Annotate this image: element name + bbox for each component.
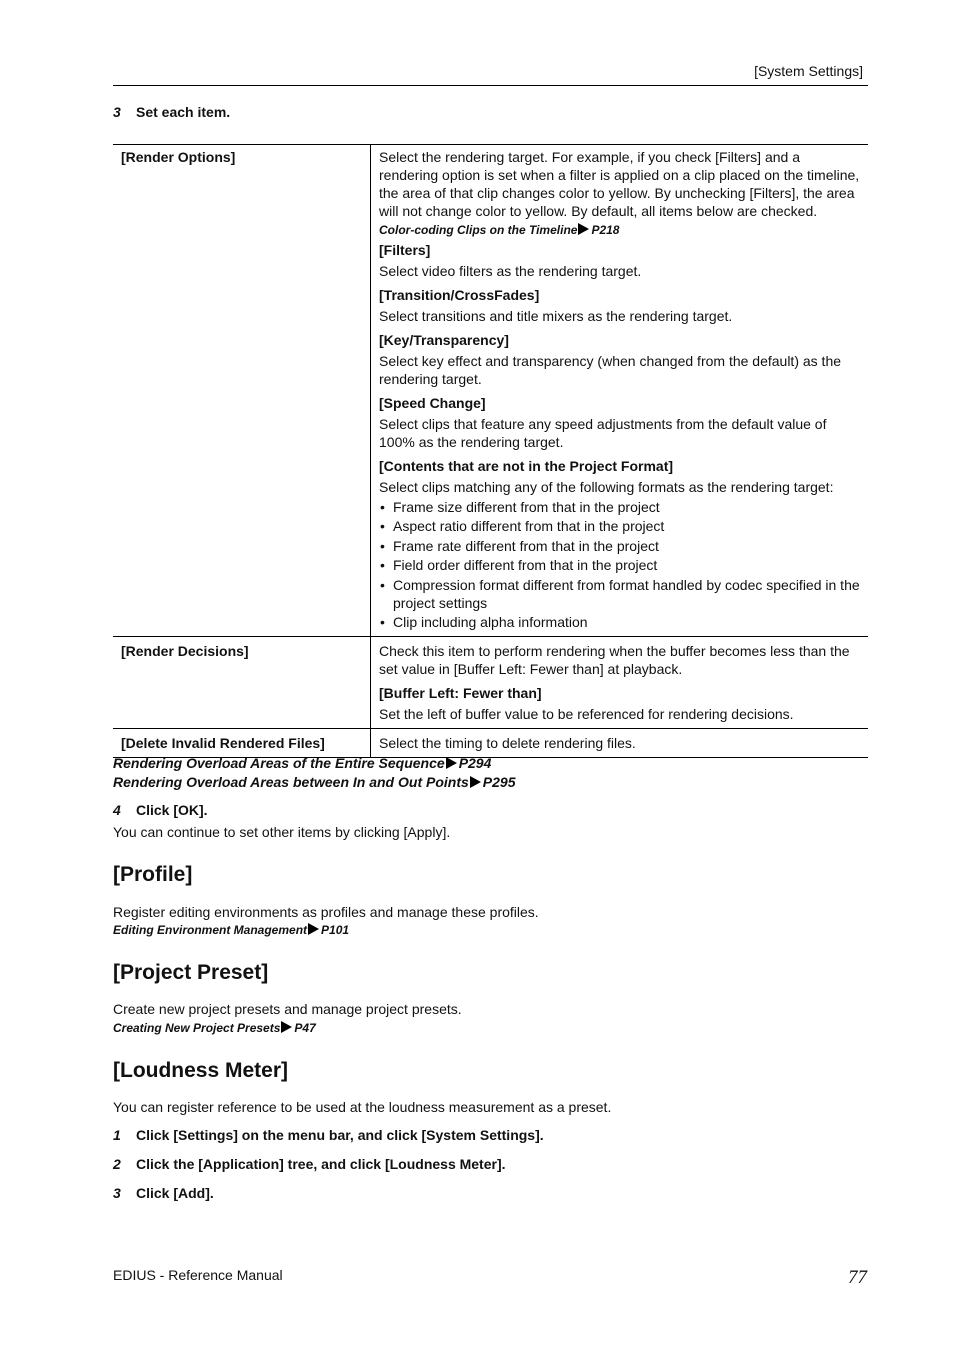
arrow-right-icon bbox=[578, 223, 589, 235]
step-number: 1 bbox=[113, 1127, 121, 1143]
option-description bbox=[371, 145, 869, 637]
cross-reference-link[interactable]: Color-coding Clips on the Timeline P218 bbox=[379, 223, 620, 237]
loudness-step-1 bbox=[113, 1127, 544, 1143]
step-text: Click [Add]. bbox=[136, 1185, 214, 1201]
step-text: Click the [Application] tree, and click [Loudness Meter]. bbox=[136, 1156, 506, 1172]
list-item: • Field order different from that in the project bbox=[379, 556, 860, 574]
table-row bbox=[113, 729, 868, 758]
option-name: [Render Options] bbox=[113, 145, 371, 637]
sub-description: Select transitions and title mixers as the rendering target. bbox=[379, 308, 733, 324]
sub-description: Select clips that feature any speed adjustments from the default value of 100% as the rendering target. bbox=[379, 416, 827, 450]
loudness-step-2 bbox=[113, 1156, 506, 1172]
cross-reference-link[interactable]: Rendering Overload Areas between In and Out Points P295 bbox=[113, 774, 516, 790]
sub-heading: [Buffer Left: Fewer than] bbox=[379, 685, 542, 701]
cross-reference-link[interactable]: Creating New Project Presets P47 bbox=[113, 1021, 316, 1035]
section-body: You can register reference to be used at the loudness measurement as a preset. bbox=[113, 1099, 612, 1115]
step-text: Click [OK]. bbox=[136, 802, 208, 818]
description-text: Select the rendering target. For example, if you check [Filters] and a rendering option is set when a filter is applied on a clip placed on the timeline, the area of that clip changes color to yellow. By unchecking [Filters], the area will not change color to yellow. By default, all items below are checked. bbox=[379, 149, 860, 219]
sub-description: Select key effect and transparency (when changed from the default) as the rendering target. bbox=[379, 353, 842, 387]
sub-heading: [Transition/CrossFades] bbox=[379, 287, 540, 303]
footer-title: EDIUS - Reference Manual bbox=[113, 1267, 283, 1283]
sub-description: Select clips matching any of the following formats as the rendering target: bbox=[379, 479, 834, 495]
list-item: • Clip including alpha information bbox=[379, 613, 860, 631]
option-name: [Delete Invalid Rendered Files] bbox=[113, 729, 371, 758]
list-item: • Frame rate different from that in the project bbox=[379, 537, 860, 555]
section-heading-profile: [Profile] bbox=[113, 863, 193, 886]
list-item: • Aspect ratio different from that in the project bbox=[379, 517, 860, 535]
arrow-right-icon bbox=[308, 923, 319, 935]
header-rule bbox=[113, 85, 868, 86]
step-number: 4 bbox=[113, 802, 121, 818]
section-body: Register editing environments as profiles and manage these profiles. bbox=[113, 904, 539, 920]
step-number: 3 bbox=[113, 1185, 121, 1201]
cross-reference-link[interactable]: Rendering Overload Areas of the Entire Sequence P294 bbox=[113, 755, 492, 771]
description-text: Check this item to perform rendering when the buffer becomes less than the set value in [Buffer Left: Fewer than] at playback. bbox=[379, 643, 850, 677]
cross-reference-link[interactable]: Editing Environment Management P101 bbox=[113, 923, 350, 937]
arrow-right-icon bbox=[470, 776, 481, 788]
section-heading-loudness-meter: [Loudness Meter] bbox=[113, 1059, 289, 1082]
sub-description: Select video filters as the rendering target. bbox=[379, 263, 642, 279]
arrow-right-icon bbox=[446, 757, 457, 769]
step-text: Set each item. bbox=[136, 104, 231, 120]
step-number: 3 bbox=[113, 104, 121, 120]
list-item: • Compression format different from format handled by codec specified in the project settings bbox=[379, 576, 860, 612]
step-number: 2 bbox=[113, 1156, 121, 1172]
table-row bbox=[113, 145, 868, 637]
step-3 bbox=[113, 104, 230, 120]
settings-table bbox=[113, 144, 868, 758]
step-text: Click [Settings] on the menu bar, and click [System Settings]. bbox=[136, 1127, 544, 1143]
option-name: [Render Decisions] bbox=[113, 637, 371, 729]
section-heading-project-preset: [Project Preset] bbox=[113, 961, 269, 984]
list-item: • Frame size different from that in the project bbox=[379, 498, 860, 516]
sub-description: Set the left of buffer value to be referenced for rendering decisions. bbox=[379, 706, 794, 722]
format-list bbox=[379, 498, 860, 632]
sub-heading: [Filters] bbox=[379, 242, 431, 258]
step-body: You can continue to set other items by clicking [Apply]. bbox=[113, 824, 451, 840]
sub-heading: [Speed Change] bbox=[379, 395, 486, 411]
loudness-step-3 bbox=[113, 1185, 214, 1201]
option-description: Select the timing to delete rendering files. bbox=[371, 729, 869, 758]
sub-heading: [Key/Transparency] bbox=[379, 332, 509, 348]
arrow-right-icon bbox=[281, 1021, 292, 1033]
running-header: [System Settings] bbox=[754, 63, 863, 79]
step-4 bbox=[113, 802, 208, 818]
page-number: 77 bbox=[848, 1267, 867, 1288]
option-description bbox=[371, 637, 869, 729]
table-row bbox=[113, 637, 868, 729]
section-body: Create new project presets and manage project presets. bbox=[113, 1001, 462, 1017]
sub-heading: [Contents that are not in the Project Format] bbox=[379, 458, 674, 474]
